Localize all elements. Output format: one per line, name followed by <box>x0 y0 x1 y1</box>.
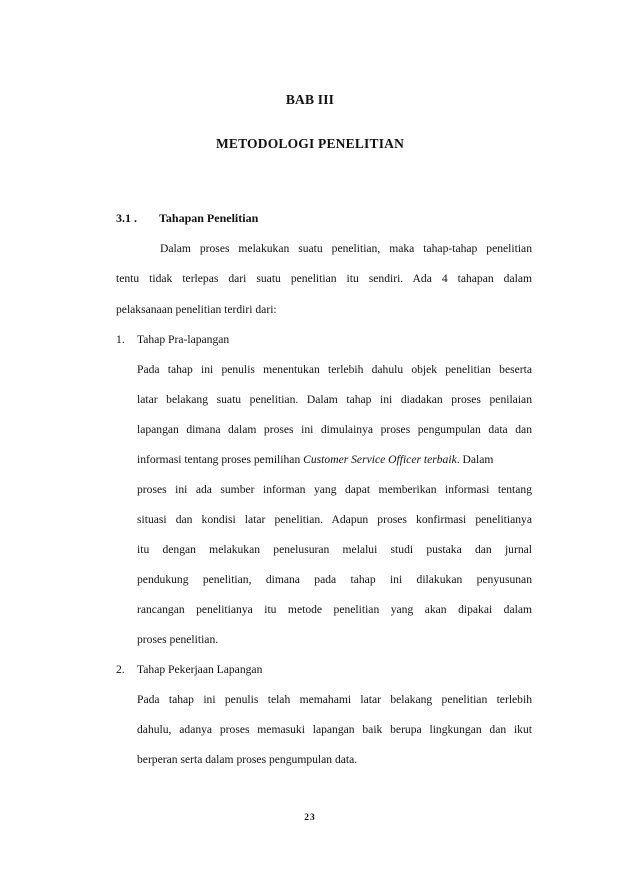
text-span: informasi tentang proses pemilihan <box>137 453 304 466</box>
paragraph-line: rancangan penelitianya itu metode penelitian yang akan dipakai dalam <box>137 603 532 616</box>
paragraph-line: situasi dan kondisi latar penelitian. Adapun proses konfirmasi penelitianya <box>137 513 532 526</box>
intro-line: Dalam proses melakukan suatu penelitian, maka tahap-tahap penelitian <box>160 242 532 255</box>
list-item-title: Tahap Pekerjaan Lapangan <box>137 663 263 676</box>
list-item-title: Tahap Pra-lapangan <box>137 333 230 346</box>
emphasis-text: Customer Service Officer terbaik <box>303 453 457 466</box>
section-number: 3.1 . <box>116 211 137 225</box>
paragraph-line <box>137 453 532 467</box>
page-number: 23 <box>304 813 316 823</box>
chapter-title: METODOLOGI PENELITIAN <box>215 136 405 151</box>
paragraph-line: lapangan dimana dalam proses ini dimulainya proses pengumpulan data dan <box>137 423 532 436</box>
paragraph-line: Pada tahap ini penulis menentukan terlebih dahulu objek penelitian beserta <box>137 363 532 376</box>
paragraph-line: pendukung penelitian, dimana pada tahap ini dilakukan penyusunan <box>137 573 532 586</box>
paragraph-line: Pada tahap ini penulis telah memahami latar belakang penelitian terlebih <box>137 693 532 706</box>
intro-line: tentu tidak terlepas dari suatu penelitian itu sendiri. Ada 4 tahapan dalam <box>116 272 532 285</box>
paragraph-line: dahulu, adanya proses memasuki lapangan baik berupa lingkungan dan ikut <box>137 723 532 736</box>
list-number: 2. <box>116 663 125 676</box>
list-number: 1. <box>116 333 125 346</box>
paragraph-line: latar belakang suatu penelitian. Dalam tahap ini diadakan proses penilaian <box>137 393 532 406</box>
intro-line: pelaksanaan penelitian terdiri dari: <box>116 303 277 316</box>
section-title: Tahapan Penelitian <box>159 211 259 225</box>
text-span: . Dalam <box>456 453 494 466</box>
paragraph-line: itu dengan melakukan penelusuran melalui studi pustaka dan jurnal <box>137 543 532 556</box>
paragraph-line: proses ini ada sumber informan yang dapat memberikan informasi tentang <box>137 483 532 496</box>
chapter-label: BAB III <box>285 92 335 107</box>
paragraph-line: berperan serta dalam proses pengumpulan data. <box>137 753 358 766</box>
paragraph-line: proses penelitian. <box>137 633 219 646</box>
